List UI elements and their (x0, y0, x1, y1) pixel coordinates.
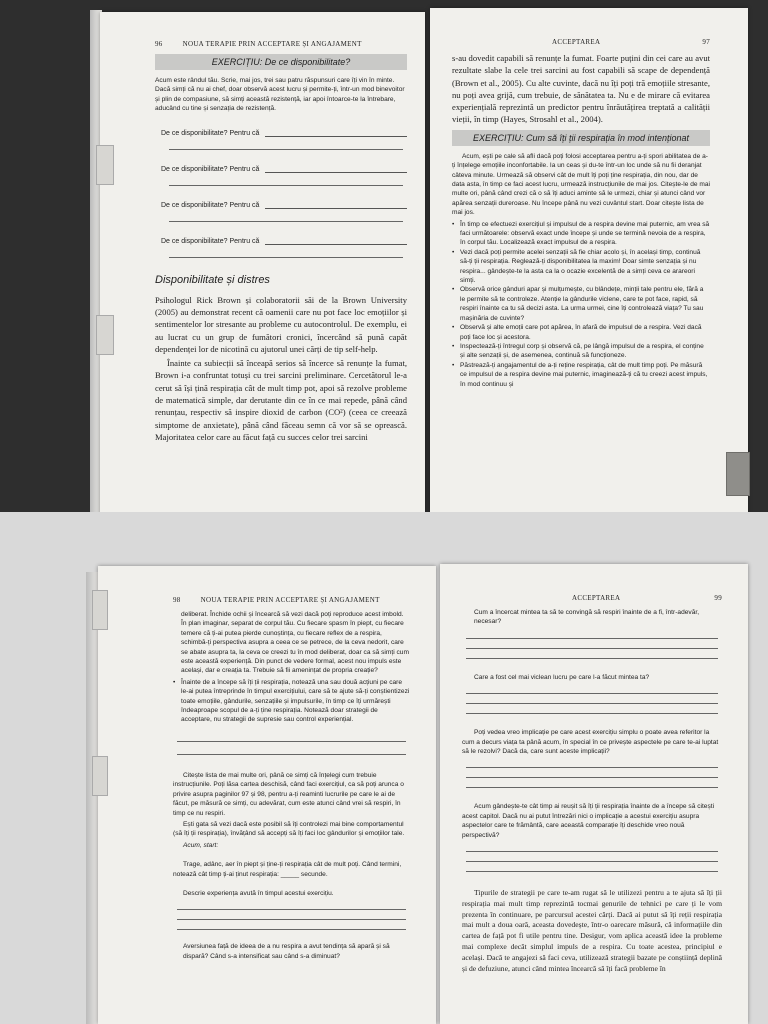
answer-bullet (161, 200, 407, 209)
answer-line (466, 649, 718, 659)
bullet-prompt: De ce disponibilitate? Pentru că (161, 237, 260, 245)
answer-line (466, 639, 718, 649)
question: Acum gândește-te cât timp ai reușit să îți ții respirația înainte de a începe să citești acest capitol. Dacă nu ai putut întrezări nici o implicație a acestui exercițiu asupra aspectelor care te frământă, care această comparație îți deschide vreo nouă perspectivă? (462, 803, 715, 839)
answer-line (169, 173, 403, 186)
running-head (173, 596, 410, 604)
answer-line (169, 137, 403, 150)
answer-line (466, 862, 718, 872)
page-tab (92, 590, 108, 630)
answer-bullet (161, 236, 407, 245)
paragraph: Ești gata să vezi dacă este posibil să îți controlezi mai bine comportamentul (să îți ții respirația), învățând să accepți să îți faci loc gândurilor și emoțiilor tale. (173, 820, 405, 838)
bullet-prompt: De ce disponibilitate? Pentru că (161, 165, 260, 173)
paragraph: Tipurile de strategii pe care te-am rugat să le utilizezi pentru a te ajuta să îți ții respirația mai mult timp reprezintă tocmai genurile de tehnici pe care ți le vom prezenta în continuare, pe parcursul acestei cărți. Dacă ai putut să îți reții respirația mai mult a doua oară, aceasta dovedește, într-o oarecare măsură, că informațiile din cartea de față pot fi utile pentru tine. Desigur, vom aplica această idee la probleme mai complexe decât simplul impuls de a respira. Cu toate acestea, principiul e același. Dacă te angajezi să faci ceva, utilizează strategii bazate pe conștiință deplină și de defuziune, atunci când mintea încearcă să îți facă probleme în (462, 888, 722, 973)
list-item: • Observă orice gânduri apar și mulțumește, cu blândețe, minții tale pentru ele, fără a le permite să te controleze. Atenție la gândurile viclene, care te pot face, rapid, să respiri înainte ca tu să decizi asta. La urma urmei, cine îți controlează viața? Tu sau mașinăria de cuvinte? (452, 285, 710, 323)
instruction-list (173, 678, 410, 725)
answer-line (466, 684, 718, 694)
page-99 (440, 564, 748, 1024)
exercise-title-box: EXERCIȚIU: Cum să îți ții respirația în mod intenționat (452, 130, 710, 146)
answer-line (466, 758, 718, 768)
answer-line (466, 778, 718, 788)
answer-line (177, 729, 406, 742)
list-item: • Vezi dacă poți permite acelei senzații să fie chiar acolo și, în același timp, continuă să-ți ții respirația. Reglează-ți disponibilitatea la maxim! Doar simte senzația și nu respira... gândește-te la asta ca la o ocazie excelentă de a simți ceva ce arareori simți. (452, 248, 710, 286)
paragraph: deliberat. Închide ochii și încearcă să vezi dacă poți reproduce acest imbold. În plan imaginar, separat de corpul tău. Cu fiecare spasm în piept, cu fiecare temere că ți-ai putea pierde cunoștința, cu fiecare reflex de a respira, schimbă-ți perspectiva asupra a ceea ce se petrece, de la ceva nedorit, care se abate asupra ta, la ceva ce creezi tu în mod deliberat, doar ca să simți cum este această experiență. Din punct de vedere formal, acest nou impuls este același, dar e creația ta. Trebuie să fii amenințat de propria creație? (181, 611, 409, 675)
answer-line (265, 236, 407, 245)
page-number: 98 (173, 596, 181, 604)
page-number: 99 (714, 594, 722, 602)
answer-line (466, 768, 718, 778)
answer-line (169, 245, 403, 258)
list-item: • În timp ce efectuezi exercițiul și impulsul de a respira devine mai puternic, am vrea să faci următoarele: observă exact unde începe și unde se termină nevoia de a respira, în corpul tău. Localizează exact impulsul de a respira. (452, 220, 710, 248)
answer-line (466, 629, 718, 639)
page-tab (96, 145, 114, 185)
answer-line (466, 852, 718, 862)
page-number: 97 (702, 38, 710, 46)
paragraph: Înainte ca subiecții să înceapă serios să încerce să renunțe la fumat, Brown i-a confruntat totuși cu trei sarcini preliminare. Cercetătorul le-a cerut să își țină respirația cât de mult timp pot, apoi să rezolve probleme de matematică simple, dar derutante din ce în ce mai repede, până când renunțau, respectiv să inspire dioxid de carbon (CO²) (ceea ce creează simptome de anxietate), până când făceau semn că vor să se oprească. Majoritatea celor care au făcut față cu succes celor trei sarcini (155, 358, 407, 442)
answer-line (466, 694, 718, 704)
answer-line (177, 910, 406, 920)
list-item: • Păstrează-ți angajamentul de a-ți reține respirația, cât de mult timp poți. Pe măsură ce impulsul de a respira devine mai puternic, imaginează-ți că tu creezi acest impuls, în mod continuu și (452, 361, 710, 389)
exercise-intro: Acum, ești pe cale să afli dacă poți folosi acceptarea pentru a-ți spori abilitatea de a-ți înțelege emoțiile inconfortabile. Ia un ceas și du-te într-un loc unde să nu fii deranjat câteva minute. Urmează să observi cât de mult îți poți ține respirația, din nou, dar de data asta, în timp ce faci acest lucru, urmează instrucțiunile de mai jos. Citește-le de mai multe ori, până când crezi că o să îți aduci aminte să le urmezi, chiar și atunci când vor apărea senzații dureroase. Nu începe până nu vezi cuvântul start. Doar citește lista de mai jos. (452, 152, 711, 217)
paragraph: s-au dovedit capabili să renunțe la fumat. Foarte puțini din cei care au avut rezultate slabe la cele trei sarcini au fost capabili să scape de dependență (Brown et al., 2005). Cu alte cuvinte, dacă nu îți poți tră emoțiile stresante, nu poți avea grijă, cum trebuie, de sănătatea ta. Nu e de mirare că evitarea experiențială reprezintă un predictor pentru înrăutățirea treptată a calității vieții, în timp (Hayes, Strosahl et al., 2004). (452, 53, 710, 125)
page-tab (726, 452, 750, 496)
running-head (155, 40, 407, 48)
answer-line (177, 900, 406, 910)
instruction-list (452, 220, 710, 389)
paragraph: Psihologul Rick Brown și colaboratorii săi de la Brown University (2005) au demonstrat recent că oamenii care nu pot face loc emoțiilor și sentimentelor lor stresante au probleme cu autocontrolul. De exemplu, ei au lucrat cu un grup de fumători cronici, încercând să pună capăt dependenței lor de nicotină cu ajutorul unei cărți de tip self-help. (155, 294, 407, 354)
list-item: • Inspectează-ți întregul corp și observă că, pe lângă impulsul de a respira, el conține și alte senzații și, de asemenea, continuă să funcționeze. (452, 342, 710, 361)
paragraph: Trage, adânc, aer în piept și ține-ți respirația cât de mult poți. Când termini, notează cât timp ți-ai ținut respirația: _____ secunde. (173, 861, 402, 878)
answer-line (466, 704, 718, 714)
paragraph: Citește lista de mai multe ori, până ce simți că înțelegi cum trebuie instrucțiunile. Poți lăsa cartea deschisă, când faci exercițiul, ca să poți arunca o privire asupra paginilor 97 și 98, pentru a-ți reaminti lucrurile pe care le ai de făcut, pe măsură ce simți, cu adevărat, cum este atunci când vrei să respiri, în timp ce nu respiri. (173, 771, 404, 817)
bullet-prompt: De ce disponibilitate? Pentru că (161, 129, 260, 137)
page-tab (92, 756, 108, 796)
answer-line (265, 200, 407, 209)
exercise-title-box: EXERCIȚIU: De ce disponibilitate? (155, 54, 407, 70)
answer-line (466, 842, 718, 852)
answer-line (177, 920, 406, 930)
answer-bullet (161, 164, 407, 173)
page-96 (100, 12, 425, 518)
page-98 (98, 566, 436, 1024)
running-head-title: NOUA TERAPIE PRIN ACCEPTARE ȘI ANGAJAMENT (182, 40, 362, 48)
question: Cum a încercat mintea ta să te convingă să respiri înainte de a fi, într-adevăr, necesar? (474, 609, 700, 626)
question: Descrie experiența avută în timpul acestui exercițiu. (183, 889, 334, 897)
running-head-title: ACCEPTAREA (552, 38, 601, 46)
running-head-title: ACCEPTAREA (572, 594, 621, 602)
page-97 (430, 8, 748, 516)
start-line: Acum, start: (183, 841, 219, 849)
page-tab (96, 315, 114, 355)
running-head (452, 38, 710, 46)
bottom-spread (0, 512, 768, 1024)
answer-bullet (161, 128, 407, 137)
list-item: • Observă și alte emoții care pot apărea, în afară de impulsul de a respira. Vezi dacă poți face loc și acestora. (452, 323, 710, 342)
answer-line (265, 128, 407, 137)
question: Poți vedea vreo implicație pe care acest exercițiu simplu o poate avea referitor la cum a decurs viața ta până acum, în special în ce privește aspectele pe care te-ai luptat să le rezolvi? Dacă da, care sunt aceste implicații? (462, 729, 719, 756)
list-item: • Înainte de a începe să îți ții respirația, notează una sau două acțiuni pe care le-ai putea întreprinde în timpul exercițiului, care să te ajute să-ți conștientizezi toate emoțiile, gândurile, senzațiile și impulsurile, în timp ce îți urmărești îndeaproape scopul de a-ți ține respirația. Notează doar strategii de acceptare, nu strategii de supresie sau control experiențial. (173, 678, 410, 725)
section-heading: Disponibilitate și distres (155, 273, 270, 286)
answer-line (265, 164, 407, 173)
bullet-prompt: De ce disponibilitate? Pentru că (161, 201, 260, 209)
answer-line (177, 742, 406, 755)
page-number: 96 (155, 40, 163, 48)
exercise-intro: Acum este rândul tău. Scrie, mai jos, trei sau patru răspunsuri care îți vin în minte. Dacă simți că nu ai chef, doar observă acest lucru și permite-ți, într-un mod binevoitor și plin de compasiune, să simți această rezistență, iar apoi întoarce-te la întrebare, aducând cu tine și senzația de rezistență. (155, 77, 405, 113)
running-head (462, 594, 722, 602)
question: Aversiunea față de ideea de a nu respira a avut tendința să apară și să dispară? Când s-a intensificat sau când s-a diminuat? (183, 943, 390, 960)
running-head-title: NOUA TERAPIE PRIN ACCEPTARE ȘI ANGAJAMENT (200, 596, 380, 604)
answer-line (169, 209, 403, 222)
question: Care a fost cel mai viclean lucru pe care l-a făcut mintea ta? (474, 673, 650, 681)
